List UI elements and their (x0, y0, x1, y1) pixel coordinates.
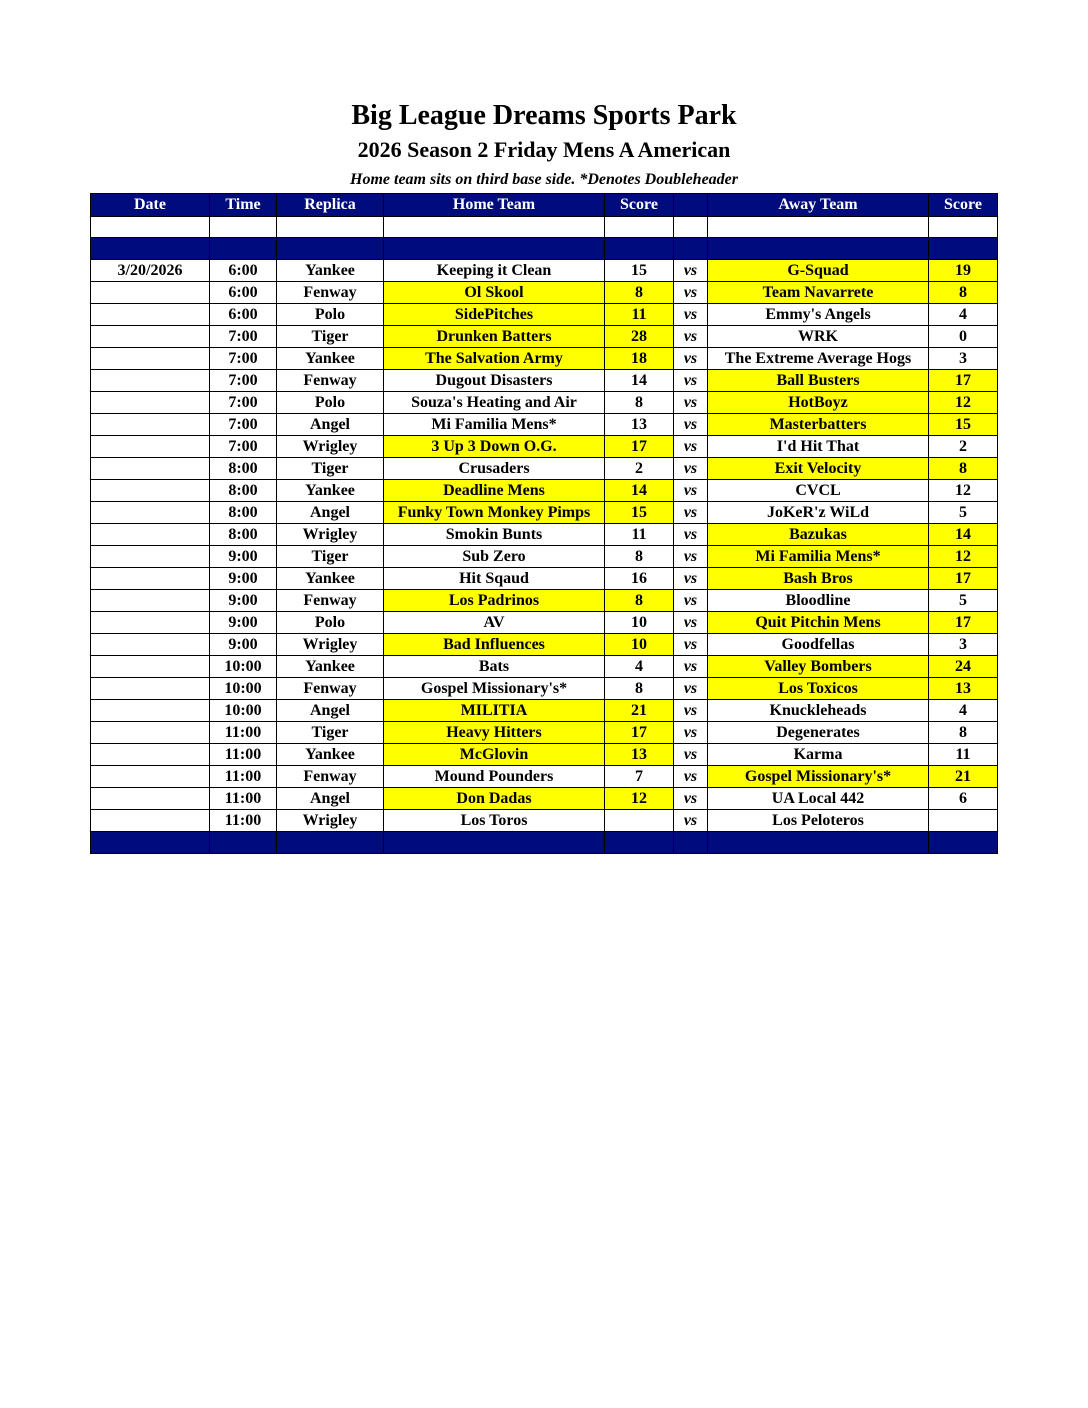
game-time: 8:00 (210, 480, 277, 502)
game-date (91, 392, 210, 414)
away-team: Emmy's Angels (708, 304, 929, 326)
home-score: 28 (605, 326, 674, 348)
game-row (91, 480, 998, 502)
away-team: Degenerates (708, 722, 929, 744)
game-date: 3/20/2026 (91, 260, 210, 282)
game-row (91, 502, 998, 524)
game-time: 11:00 (210, 722, 277, 744)
game-row (91, 744, 998, 766)
game-row (91, 656, 998, 678)
home-team: Funky Town Monkey Pimps (384, 502, 605, 524)
home-team: MILITIA (384, 700, 605, 722)
spacer-row (91, 217, 998, 238)
home-team: Mi Familia Mens* (384, 414, 605, 436)
game-replica-field: Angel (277, 788, 384, 810)
vs-label: vs (674, 634, 708, 656)
game-row (91, 326, 998, 348)
game-time: 8:00 (210, 458, 277, 480)
game-date (91, 304, 210, 326)
home-score: 13 (605, 744, 674, 766)
game-replica-field: Yankee (277, 568, 384, 590)
game-replica-field: Tiger (277, 546, 384, 568)
away-score: 0 (929, 326, 998, 348)
game-replica-field: Polo (277, 304, 384, 326)
vs-label: vs (674, 282, 708, 304)
home-score: 8 (605, 282, 674, 304)
game-time: 6:00 (210, 260, 277, 282)
vs-label: vs (674, 612, 708, 634)
schedule-note: Home team sits on third base side. *Denotes Doubleheader (350, 171, 738, 188)
away-score: 6 (929, 788, 998, 810)
game-time: 10:00 (210, 656, 277, 678)
home-score: 21 (605, 700, 674, 722)
home-score: 2 (605, 458, 674, 480)
game-time: 11:00 (210, 788, 277, 810)
home-team: Drunken Batters (384, 326, 605, 348)
game-row (91, 700, 998, 722)
vs-label: vs (674, 810, 708, 832)
game-row (91, 788, 998, 810)
game-row (91, 766, 998, 788)
game-date (91, 282, 210, 304)
away-score: 12 (929, 546, 998, 568)
home-score: 7 (605, 766, 674, 788)
game-time: 9:00 (210, 612, 277, 634)
game-replica-field: Wrigley (277, 634, 384, 656)
game-time: 7:00 (210, 392, 277, 414)
away-team: Goodfellas (708, 634, 929, 656)
home-team: Smokin Bunts (384, 524, 605, 546)
home-team: Souza's Heating and Air (384, 392, 605, 414)
away-score: 8 (929, 722, 998, 744)
away-score: 17 (929, 370, 998, 392)
game-time: 6:00 (210, 282, 277, 304)
home-team: AV (384, 612, 605, 634)
away-team: Bloodline (708, 590, 929, 612)
vs-label: vs (674, 568, 708, 590)
game-time: 6:00 (210, 304, 277, 326)
away-score: 19 (929, 260, 998, 282)
game-row (91, 304, 998, 326)
home-team: The Salvation Army (384, 348, 605, 370)
game-replica-field: Tiger (277, 326, 384, 348)
away-team: The Extreme Average Hogs (708, 348, 929, 370)
vs-label: vs (674, 348, 708, 370)
away-score: 3 (929, 348, 998, 370)
away-team: G-Squad (708, 260, 929, 282)
game-time: 7:00 (210, 370, 277, 392)
vs-label: vs (674, 326, 708, 348)
vs-label: vs (674, 458, 708, 480)
home-score: 17 (605, 722, 674, 744)
home-score: 16 (605, 568, 674, 590)
game-replica-field: Yankee (277, 744, 384, 766)
home-team: SidePitches (384, 304, 605, 326)
away-team: Mi Familia Mens* (708, 546, 929, 568)
col-header-date: Date (91, 194, 210, 217)
page-title: Big League Dreams Sports Park (351, 100, 737, 131)
game-date (91, 722, 210, 744)
vs-label: vs (674, 524, 708, 546)
game-time: 7:00 (210, 348, 277, 370)
game-replica-field: Wrigley (277, 810, 384, 832)
home-team: Crusaders (384, 458, 605, 480)
game-date (91, 348, 210, 370)
home-score: 13 (605, 414, 674, 436)
divider-band (91, 238, 998, 260)
game-date (91, 678, 210, 700)
away-team: Los Toxicos (708, 678, 929, 700)
away-score: 8 (929, 282, 998, 304)
game-time: 11:00 (210, 810, 277, 832)
game-replica-field: Polo (277, 612, 384, 634)
home-team: Don Dadas (384, 788, 605, 810)
home-team: Heavy Hitters (384, 722, 605, 744)
game-time: 7:00 (210, 326, 277, 348)
home-score: 8 (605, 590, 674, 612)
game-date (91, 568, 210, 590)
away-team: Exit Velocity (708, 458, 929, 480)
vs-label: vs (674, 260, 708, 282)
vs-label: vs (674, 656, 708, 678)
away-team: HotBoyz (708, 392, 929, 414)
col-header-home-score: Score (605, 194, 674, 217)
game-row (91, 392, 998, 414)
game-row (91, 370, 998, 392)
game-date (91, 370, 210, 392)
away-score: 21 (929, 766, 998, 788)
game-date (91, 590, 210, 612)
vs-label: vs (674, 414, 708, 436)
home-team: 3 Up 3 Down O.G. (384, 436, 605, 458)
game-date (91, 788, 210, 810)
vs-label: vs (674, 304, 708, 326)
home-score: 14 (605, 370, 674, 392)
home-score: 18 (605, 348, 674, 370)
game-replica-field: Tiger (277, 722, 384, 744)
away-score: 2 (929, 436, 998, 458)
col-header-away-team: Away Team (708, 194, 929, 217)
game-replica-field: Angel (277, 700, 384, 722)
home-team: Los Padrinos (384, 590, 605, 612)
away-score: 4 (929, 700, 998, 722)
away-score (929, 810, 998, 832)
home-team: Bats (384, 656, 605, 678)
game-row (91, 590, 998, 612)
vs-label: vs (674, 436, 708, 458)
game-replica-field: Fenway (277, 590, 384, 612)
home-score (605, 810, 674, 832)
game-replica-field: Fenway (277, 370, 384, 392)
game-date (91, 634, 210, 656)
game-row (91, 436, 998, 458)
away-team: Team Navarrete (708, 282, 929, 304)
vs-label: vs (674, 678, 708, 700)
vs-label: vs (674, 546, 708, 568)
game-date (91, 766, 210, 788)
away-score: 13 (929, 678, 998, 700)
away-team: JoKeR'z WiLd (708, 502, 929, 524)
game-replica-field: Fenway (277, 678, 384, 700)
game-row (91, 634, 998, 656)
vs-label: vs (674, 722, 708, 744)
game-row (91, 568, 998, 590)
game-time: 9:00 (210, 634, 277, 656)
home-score: 8 (605, 546, 674, 568)
game-replica-field: Fenway (277, 766, 384, 788)
game-row (91, 348, 998, 370)
game-date (91, 744, 210, 766)
vs-label: vs (674, 370, 708, 392)
home-team: Deadline Mens (384, 480, 605, 502)
home-score: 11 (605, 304, 674, 326)
away-team: WRK (708, 326, 929, 348)
game-row (91, 524, 998, 546)
header-row (91, 194, 998, 217)
game-date (91, 458, 210, 480)
home-team: Los Toros (384, 810, 605, 832)
vs-label: vs (674, 590, 708, 612)
away-team: Karma (708, 744, 929, 766)
game-replica-field: Angel (277, 414, 384, 436)
game-date (91, 414, 210, 436)
game-replica-field: Angel (277, 502, 384, 524)
vs-label: vs (674, 392, 708, 414)
home-team: Mound Pounders (384, 766, 605, 788)
game-row (91, 678, 998, 700)
game-date (91, 612, 210, 634)
away-score: 15 (929, 414, 998, 436)
away-team: Ball Busters (708, 370, 929, 392)
footer-band (91, 832, 998, 854)
home-score: 4 (605, 656, 674, 678)
away-team: Gospel Missionary's* (708, 766, 929, 788)
home-score: 12 (605, 788, 674, 810)
schedule-table (90, 193, 998, 854)
game-row (91, 722, 998, 744)
away-team: Knuckleheads (708, 700, 929, 722)
col-header-home-team: Home Team (384, 194, 605, 217)
away-score: 14 (929, 524, 998, 546)
home-score: 10 (605, 634, 674, 656)
game-time: 10:00 (210, 678, 277, 700)
away-score: 12 (929, 480, 998, 502)
col-header-away-score: Score (929, 194, 998, 217)
away-score: 24 (929, 656, 998, 678)
away-team: Bash Bros (708, 568, 929, 590)
home-team: Bad Influences (384, 634, 605, 656)
home-team: Dugout Disasters (384, 370, 605, 392)
game-time: 11:00 (210, 766, 277, 788)
home-team: Hit Sqaud (384, 568, 605, 590)
home-team: Ol Skool (384, 282, 605, 304)
vs-label: vs (674, 502, 708, 524)
league-subtitle: 2026 Season 2 Friday Mens A American (357, 137, 731, 162)
home-score: 8 (605, 392, 674, 414)
home-score: 15 (605, 260, 674, 282)
col-header-time: Time (210, 194, 277, 217)
game-row (91, 282, 998, 304)
game-replica-field: Yankee (277, 348, 384, 370)
vs-label: vs (674, 766, 708, 788)
game-date (91, 524, 210, 546)
game-replica-field: Yankee (277, 260, 384, 282)
home-team: Sub Zero (384, 546, 605, 568)
game-time: 8:00 (210, 502, 277, 524)
away-score: 4 (929, 304, 998, 326)
game-date (91, 326, 210, 348)
home-team: Gospel Missionary's* (384, 678, 605, 700)
game-time: 9:00 (210, 590, 277, 612)
game-date (91, 480, 210, 502)
game-replica-field: Yankee (277, 656, 384, 678)
game-date (91, 436, 210, 458)
game-replica-field: Wrigley (277, 524, 384, 546)
home-score: 10 (605, 612, 674, 634)
away-team: Masterbatters (708, 414, 929, 436)
away-score: 17 (929, 612, 998, 634)
away-score: 5 (929, 590, 998, 612)
game-time: 7:00 (210, 414, 277, 436)
home-team: McGlovin (384, 744, 605, 766)
away-score: 3 (929, 634, 998, 656)
game-row (91, 260, 998, 282)
game-time: 7:00 (210, 436, 277, 458)
away-team: Valley Bombers (708, 656, 929, 678)
away-score: 17 (929, 568, 998, 590)
game-row (91, 810, 998, 832)
home-score: 17 (605, 436, 674, 458)
game-replica-field: Polo (277, 392, 384, 414)
game-replica-field: Wrigley (277, 436, 384, 458)
game-replica-field: Tiger (277, 458, 384, 480)
game-replica-field: Yankee (277, 480, 384, 502)
game-date (91, 502, 210, 524)
away-team: UA Local 442 (708, 788, 929, 810)
home-score: 14 (605, 480, 674, 502)
away-score: 11 (929, 744, 998, 766)
game-row (91, 458, 998, 480)
game-date (91, 546, 210, 568)
away-team: CVCL (708, 480, 929, 502)
away-team: I'd Hit That (708, 436, 929, 458)
game-row (91, 612, 998, 634)
game-row (91, 414, 998, 436)
home-score: 15 (605, 502, 674, 524)
game-date (91, 700, 210, 722)
game-replica-field: Fenway (277, 282, 384, 304)
vs-label: vs (674, 480, 708, 502)
away-score: 8 (929, 458, 998, 480)
vs-label: vs (674, 788, 708, 810)
home-team: Keeping it Clean (384, 260, 605, 282)
game-time: 10:00 (210, 700, 277, 722)
game-time: 9:00 (210, 546, 277, 568)
vs-label: vs (674, 700, 708, 722)
game-date (91, 810, 210, 832)
away-score: 12 (929, 392, 998, 414)
home-score: 8 (605, 678, 674, 700)
game-time: 9:00 (210, 568, 277, 590)
vs-label: vs (674, 744, 708, 766)
home-score: 11 (605, 524, 674, 546)
game-time: 8:00 (210, 524, 277, 546)
away-score: 5 (929, 502, 998, 524)
game-time: 11:00 (210, 744, 277, 766)
col-header-vs (674, 194, 708, 217)
col-header-replica: Replica (277, 194, 384, 217)
game-row (91, 546, 998, 568)
away-team: Bazukas (708, 524, 929, 546)
away-team: Quit Pitchin Mens (708, 612, 929, 634)
game-date (91, 656, 210, 678)
away-team: Los Peloteros (708, 810, 929, 832)
